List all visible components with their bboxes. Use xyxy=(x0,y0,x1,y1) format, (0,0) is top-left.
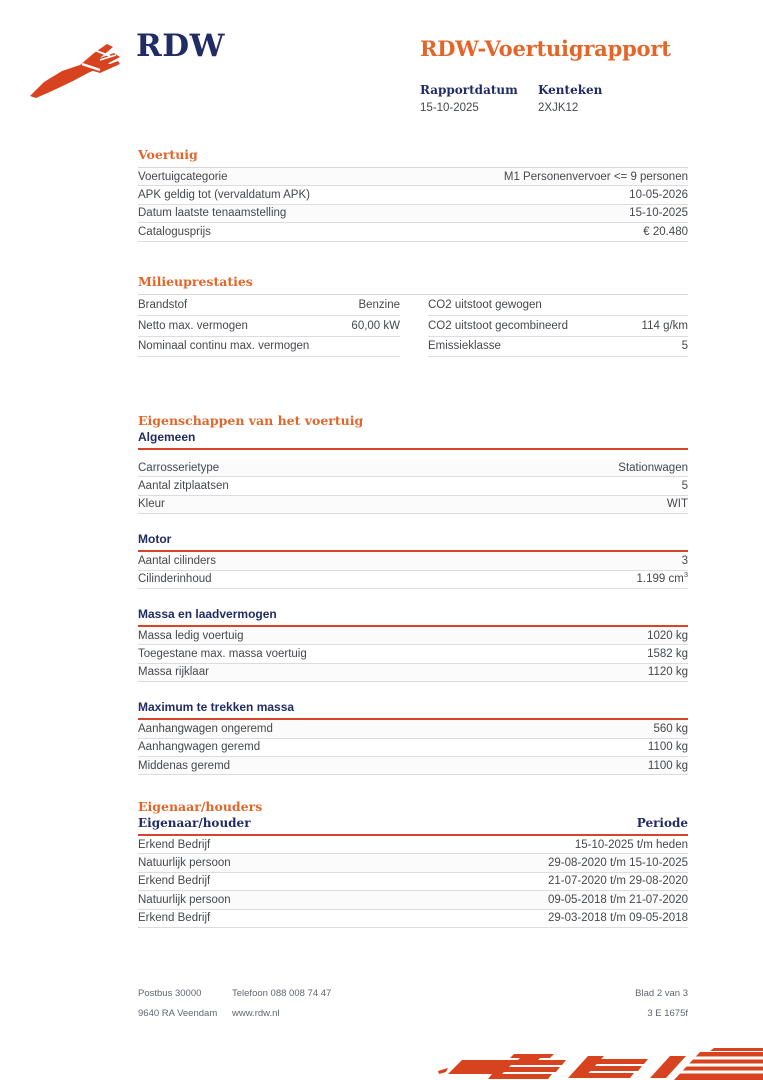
column-header-period: Periode xyxy=(636,816,688,830)
row-label: Datum laatste tenaamstelling xyxy=(138,207,287,220)
rdw-feather-icon xyxy=(30,40,122,102)
row-right xyxy=(428,337,688,358)
section-milieuprestaties xyxy=(138,274,688,357)
row-value: € 20.480 xyxy=(643,225,688,238)
row-right xyxy=(428,295,688,316)
license-plate-value: 2XJK12 xyxy=(538,102,579,114)
footer-page-indicator: Blad 2 van 3 xyxy=(635,988,688,999)
owner-type: Erkend Bedrijf xyxy=(138,838,211,851)
owner-type: Erkend Bedrijf xyxy=(138,875,211,888)
table-row xyxy=(138,664,688,682)
row-value: 1100 kg xyxy=(647,759,688,772)
row-label: APK geldig tot (vervaldatum APK) xyxy=(138,189,310,202)
row-label: Kleur xyxy=(138,498,165,511)
owner-period: 09-05-2018 t/m 21-07-2020 xyxy=(547,893,688,906)
section-title-voertuig: Voertuig xyxy=(138,147,688,168)
table-row xyxy=(138,496,688,514)
row-left xyxy=(138,337,400,358)
row-value: 560 kg xyxy=(653,722,688,735)
section-title-milieuprestaties: Milieuprestaties xyxy=(138,274,688,295)
table-row xyxy=(138,477,688,495)
table-row xyxy=(138,223,688,241)
owner-type: Erkend Bedrijf xyxy=(138,912,211,925)
table-row xyxy=(138,910,688,928)
section-title-eigenaar: Eigenaar/houders xyxy=(138,799,263,814)
owner-period: 15-10-2025 t/m heden xyxy=(574,838,688,851)
owner-period: 29-08-2020 t/m 15-10-2025 xyxy=(547,857,688,870)
row-value: 10-05-2026 xyxy=(629,189,688,202)
table-row xyxy=(138,891,688,909)
section-voertuig xyxy=(138,147,688,242)
row-left xyxy=(138,295,400,316)
subsection-algemeen xyxy=(138,430,688,514)
table-row xyxy=(138,854,688,872)
row-value: 5 xyxy=(681,340,688,353)
footer-postbus: Postbus 30000 xyxy=(138,988,202,999)
row-label: Aanhangwagen geremd xyxy=(138,741,261,754)
column-header-owner: Eigenaar/houder xyxy=(138,816,251,830)
owner-period: 29-03-2018 t/m 09-05-2018 xyxy=(547,912,688,925)
row-value: 1020 kg xyxy=(647,629,688,642)
table-row xyxy=(138,459,688,477)
section-title-eigenschappen: Eigenschappen van het voertuig xyxy=(138,413,364,428)
footer-website: www.rdw.nl xyxy=(232,1008,280,1019)
table-row xyxy=(138,739,688,757)
row-label: Cilinderinhoud xyxy=(138,573,212,586)
table-row xyxy=(138,295,688,316)
row-value: Stationwagen xyxy=(618,461,688,474)
row-value: Benzine xyxy=(358,298,400,311)
row-value: 1582 kg xyxy=(647,648,688,661)
superscript: 3 xyxy=(683,570,688,580)
table-row xyxy=(138,836,688,854)
subsection-title: Algemeen xyxy=(138,430,688,450)
table-row xyxy=(138,571,688,589)
row-label: Aanhangwagen ongeremd xyxy=(138,722,273,735)
table-row xyxy=(138,645,688,663)
table-row xyxy=(138,627,688,645)
footer-city: 9640 RA Veendam xyxy=(138,1008,218,1019)
table-row xyxy=(138,757,688,775)
table-row xyxy=(138,720,688,738)
row-label: Netto max. vermogen xyxy=(138,319,248,332)
row-value: 3 xyxy=(681,554,688,567)
row-label: CO2 uitstoot gecombineerd xyxy=(428,319,568,332)
subsection-massa xyxy=(138,607,688,682)
subsection-title: Motor xyxy=(138,532,688,552)
subsection-motor xyxy=(138,532,688,589)
row-value: 114 g/km xyxy=(641,319,688,332)
page-footer xyxy=(138,988,688,1028)
table-row xyxy=(138,873,688,891)
report-meta xyxy=(420,83,671,114)
row-label: Aantal zitplaatsen xyxy=(138,480,229,493)
row-label: Massa rijklaar xyxy=(138,666,209,679)
section-eigenaar-houders xyxy=(138,799,688,928)
table-row xyxy=(138,552,688,570)
row-value: 1.199 $cm^3$ xyxy=(636,570,688,586)
row-label: Voertuigcategorie xyxy=(138,170,228,183)
row-label: Aantal cilinders xyxy=(138,554,216,567)
subsection-title: Massa en laadvermogen xyxy=(138,607,688,627)
row-label: Middenas geremd xyxy=(138,759,231,772)
owner-type: Natuurlijk persoon xyxy=(138,893,231,906)
row-label: Toegestane max. massa voertuig xyxy=(138,648,307,661)
report-date-label: Rapportdatum xyxy=(420,83,518,97)
report-date-value: 15-10-2025 xyxy=(420,102,479,114)
report-header xyxy=(420,36,671,114)
owner-type: Natuurlijk persoon xyxy=(138,857,231,870)
rdw-logo xyxy=(30,28,225,102)
row-label: Brandstof xyxy=(138,298,188,311)
row-label: Catalogusprijs xyxy=(138,225,211,238)
footer-phone: Telefoon 088 008 74 47 xyxy=(232,988,332,999)
section-eigenschappen xyxy=(138,413,688,775)
rdw-stripes-graphic xyxy=(438,1044,763,1080)
table-row xyxy=(138,337,688,358)
footer-line-1 xyxy=(138,988,688,999)
row-label: CO2 uitstoot gewogen xyxy=(428,298,542,311)
owners-table-header xyxy=(138,816,688,836)
row-value: 15-10-2025 xyxy=(629,207,688,220)
rdw-logo-text: RDW xyxy=(136,28,225,64)
license-plate-block xyxy=(538,83,602,114)
table-row xyxy=(138,316,688,337)
footer-line-2 xyxy=(138,1008,688,1019)
owner-period: 21-07-2020 t/m 29-08-2020 xyxy=(547,875,688,888)
table-row xyxy=(138,205,688,223)
row-value: M1 Personenvervoer <= 9 personen xyxy=(503,170,688,183)
table-row xyxy=(138,168,688,186)
subsection-trekken-massa xyxy=(138,700,688,775)
page-title: RDW-Voertuigrapport xyxy=(420,36,671,61)
license-plate-label: Kenteken xyxy=(538,83,603,97)
row-right xyxy=(428,316,688,337)
subsection-title: Maximum te trekken massa xyxy=(138,700,688,720)
table-row xyxy=(138,186,688,204)
row-value: 1100 kg xyxy=(647,741,688,754)
row-left xyxy=(138,316,400,337)
row-label: Emissieklasse xyxy=(428,340,501,353)
row-label: Massa ledig voertuig xyxy=(138,629,244,642)
row-value: 5 xyxy=(681,480,688,493)
footer-doc-code: 3 E 1675f xyxy=(647,1008,688,1019)
row-label: Nominaal continu max. vermogen xyxy=(138,340,310,353)
row-value: 1120 kg xyxy=(647,666,688,679)
report-date-block xyxy=(420,83,518,114)
row-value: 60,00 kW xyxy=(351,319,400,332)
row-value: WIT xyxy=(666,498,688,511)
row-label: Carrosserietype xyxy=(138,461,220,474)
